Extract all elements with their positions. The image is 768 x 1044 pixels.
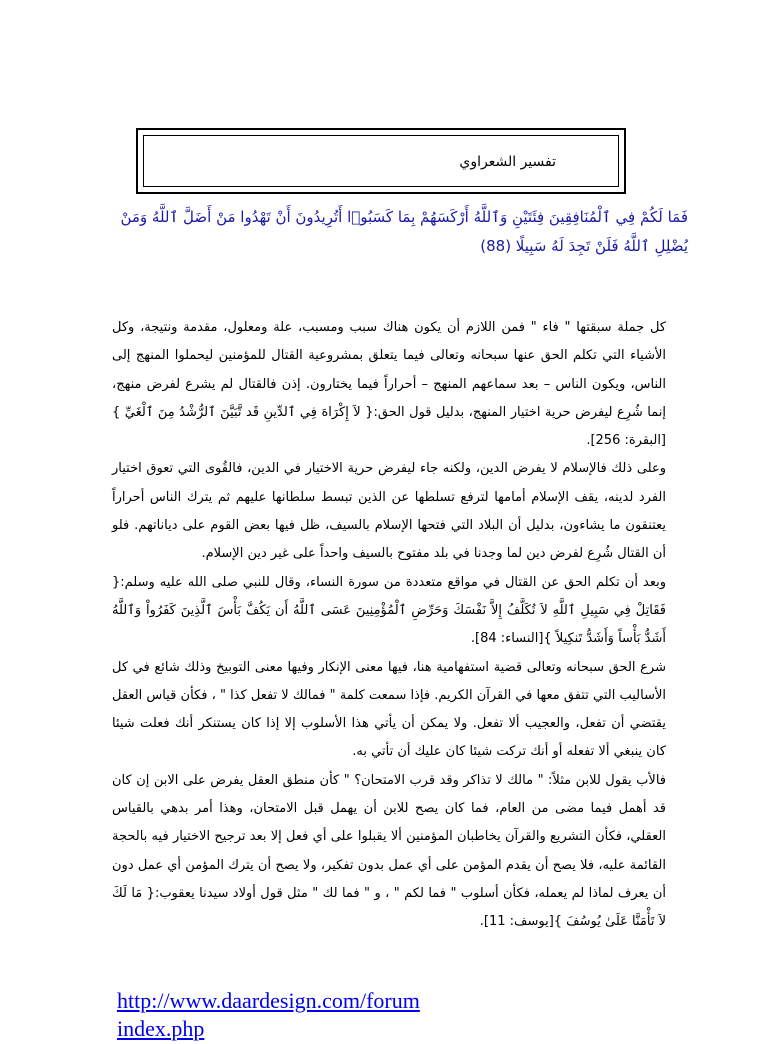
quran-verse: فَمَا لَكُمْ فِي ٱلْمُنَافِقِينَ فِئَتَيْنِ وَٱللَّهُ أَرْكَسَهُمْ بِمَا كَسَبُوۤا أَتُرِيدُونَ أَنْ تَهْدُوا مَنْ أَضَلَّ ٱللَّهُ وَمَنْ يُضْلِلِ ٱللَّهُ فَلَنْ تَجِدَ لَهُ سَبِيلًا (88) — [120, 208, 688, 255]
tafsir-body — [112, 314, 666, 937]
paragraph: وعلى ذلك فالإسلام لا يفرض الدين، ولكنه جاء ليفرض حرية الاختيار في الدين، فالقُوى التي تعوق اختيار الفرد لدينه، يقف الإسلام أمامها لترفع تسلطها عن الذين تبسط سلطانها عليهم ثم يترك الناس أحراراً يعتنقون ما يشاءون، بدليل أن البلاد التي فتحها الإسلام بالسيف، ظل فيها بعض القوم على دياناتهم. فلو أن القتال شُرِع لفرض دين لما وجدنا في بلد مفتوح بالسيف واحداً على غير دين الإسلام. — [112, 461, 666, 562]
paragraph: كل جملة سبقتها " فاء " فمن اللازم أن يكون هناك سبب ومسبب، علة ومعلول، مقدمة ونتيجة، وكل الأشياء التي تكلم الحق عنها سبحانه وتعالى فيما يتعلق بمشروعية القتال للمؤمنين ليحملوا المنهج إلى الناس، ويكون الناس – بعد سماعهم المنهج – أحراراً فيما يختارون. إذن فالقتال لم يشرع لفرض منهج، إنما شُرِع ليفرض حرية اختيار المنهج، بدليل قول الحق:{ لاَ إِكْرَاهَ فِي ٱلدِّينِ قَد تَّبَيَّنَ ٱلرُّشْدُ مِنَ ٱلْغَيِّ }[البقرة: 256]. — [112, 320, 666, 449]
paragraph: فالأب يقول للابن مثلاً: " مالك لا تذاكر وقد قرب الامتحان؟ " كأن منطق العقل يفرض على الابن إن كان قد أهمل فيما مضى من العام، فما كان يصح للابن أن يهمل قبل الامتحان، وهذا أمر بدهي بالقياس العقلي، فكأن التشريع والقرآن يخاطبان المؤمنين ألا يقبلوا على أي فعل إلا بعد ترجيح الاختيار فيه بالحجة القائمة عليه، فلا يصح أن يقدم المؤمن على أي عمل بدون تفكير، ولا يصح أن يترك المؤمن أي عمل دون أن يعرف لماذا لم يعمله، فكأن أسلوب " فما لكم " ، و " فما لك " مثل قول أولاد سيدنا يعقوب:{ مَا لَكَ لاَ تَأْمَنَّا عَلَىٰ يُوسُفَ }[يوسف: 11]. — [112, 772, 666, 930]
forum-link-continuation[interactable]: index.php — [117, 1016, 205, 1041]
title-box — [136, 128, 626, 194]
paragraph: شرع الحق سبحانه وتعالى قضية استفهامية هنا، فيها معنى الإنكار وفيها معنى التوبيخ وذلك شائع في كل الأساليب التي تتفق معها في القرآن الكريم. فإذا سمعت كلمة " فمالك لا تفعل كذا " ، فكأن قياس العقل يقتضي أن تفعل، والعجيب ألا تفعل. ولا يمكن أن يأتي هذا الأسلوب إلا إذا كان يستنكر أنك فعلت شيئا كان ينبغي ألا تفعله أو أنك تركت شيئا كان عليك أن تأتي به. — [112, 659, 666, 760]
page-title: تفسير الشعراوي — [459, 154, 556, 170]
paragraph: وبعد أن تكلم الحق عن القتال في مواقع متعددة من سورة النساء، وقال للنبي صلى الله عليه وسلم:{ فَقَاتِلْ فِي سَبِيلِ ٱللَّهِ لاَ تُكَلَّفُ إِلاَّ نَفْسَكَ وَحَرِّضِ ٱلْمُؤْمِنِينَ عَسَى ٱللَّهُ أَن يَكُفَّ بَأْسَ ٱلَّذِينَ كَفَرُواْ وَٱللَّهُ أَشَدُّ بَأْساً وَأَشَدُّ تَنكِيلاً }[النساء: 84]. — [112, 574, 666, 647]
forum-link[interactable]: http://www.daardesign.com/forum — [117, 988, 420, 1013]
